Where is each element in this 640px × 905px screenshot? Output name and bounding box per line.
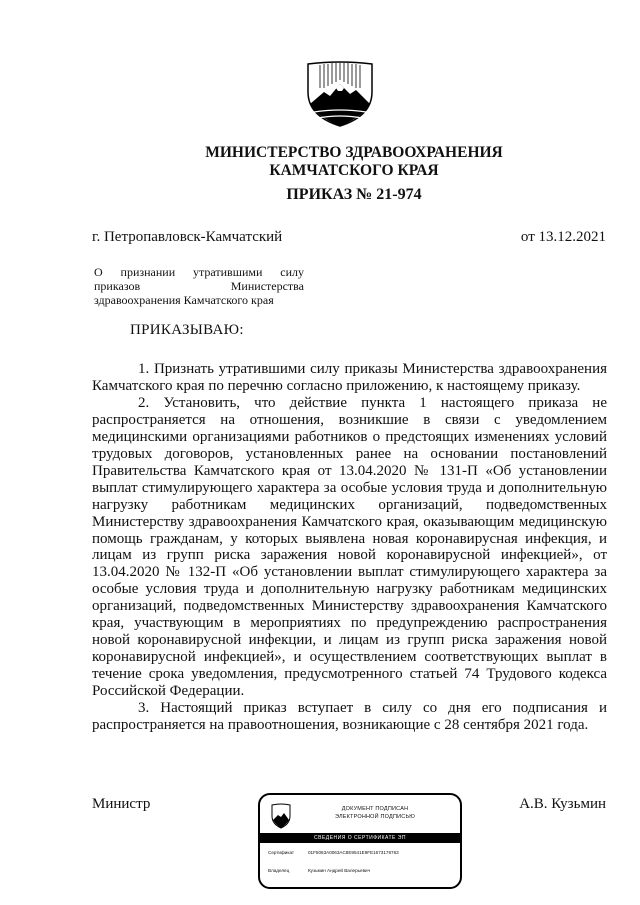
order-paragraph-1: 1. Признать утратившими силу приказы Министерства здравоохранения Камчатского края по перечню согласно приложению, к настоящему приказу. <box>92 361 607 394</box>
stamp-owner-row <box>268 867 370 875</box>
order-title: ПРИКАЗ № 21-974 <box>286 186 422 203</box>
subject-line1: О признании утратившими силу <box>94 265 304 279</box>
ministry-name-line2: КАМЧАТСКОГО КРАЯ <box>269 162 439 179</box>
stamp-cert-value: 01F5063A0063AC8E9541E9FE1673178763 <box>308 850 399 855</box>
stamp-emblem-icon <box>270 803 292 829</box>
stamp-cert-label: Сертификат <box>268 850 295 855</box>
order-body <box>92 361 607 734</box>
issue-city: г. Петропавловск-Камчатский <box>92 229 283 245</box>
issue-date: от 13.12.2021 <box>520 229 606 245</box>
electronic-signature-stamp <box>258 793 462 889</box>
order-paragraph-2: 2. Установить, что действие пункта 1 настоящего приказа не распространяется на отношения, возникшие в связи с уведомлением медицинскими организациями работников о предстоящих изменениях условий трудовых договоров, установленных ранее на основании постановлений Правительства Камчатского края от 13.04.2020 № 131-П «Об установлении выплат стимулирующего характера за особые условия труда и дополнительную нагрузку работникам медицинских организаций, подведомственных Министерству здравоохранения Камчатского края, оказывающим медицинскую помощь гражданам, у которых выявлена новая коронавирусная инфекция, и лицам из групп риска заражения новой коронавирусной инфекцией», от 13.04.2020 № 132-П «Об установлении выплат стимулирующего характера за особые условия труда и дополнительную нагрузку работникам медицинских организаций, подведомственных Министерству здравоохранения Камчатского края, участвующим в мероприятиях по предупреждению распространения новой коронавирусной инфекции, и лицам из групп риска заражения новой коронавирусной инфекцией», и осуществлением соответствующих выплат в течение срока уведомления, предусмотренного статьей 74 Трудового кодекса Российской Федерации. <box>92 394 607 700</box>
signer-role: Министр <box>92 796 151 812</box>
stamp-owner-label: Владелец <box>268 868 290 873</box>
order-subject <box>94 265 304 307</box>
subject-line2: приказов Министерства <box>94 279 304 293</box>
stamp-title-line1: ДОКУМЕНТ ПОДПИСАН <box>341 806 409 812</box>
stamp-certificate-row <box>268 849 399 857</box>
order-paragraph-3: 3. Настоящий приказ вступает в силу со дня его подписания и распространяется на правоотношения, возникающие с 28 сентября 2021 года. <box>92 700 607 734</box>
kamchatka-coat-of-arms-icon <box>300 58 380 128</box>
stamp-title <box>305 805 445 821</box>
subject-line3: здравоохранения Камчатского края <box>94 293 274 307</box>
stamp-certificate-header: СВЕДЕНИЯ О СЕРТИФИКАТЕ ЭП <box>260 833 460 843</box>
stamp-title-line2: ЭЛЕКТРОННОЙ ПОДПИСЬЮ <box>334 814 416 820</box>
signer-name: А.В. Кузьмин <box>519 796 606 812</box>
order-command: ПРИКАЗЫВАЮ: <box>130 322 244 338</box>
stamp-owner-value: Кузьмин Андрей Валерьевич <box>308 868 370 873</box>
ministry-heading <box>150 144 558 180</box>
ministry-name-line1: МИНИСТЕРСТВО ЗДРАВООХРАНЕНИЯ <box>205 144 503 161</box>
